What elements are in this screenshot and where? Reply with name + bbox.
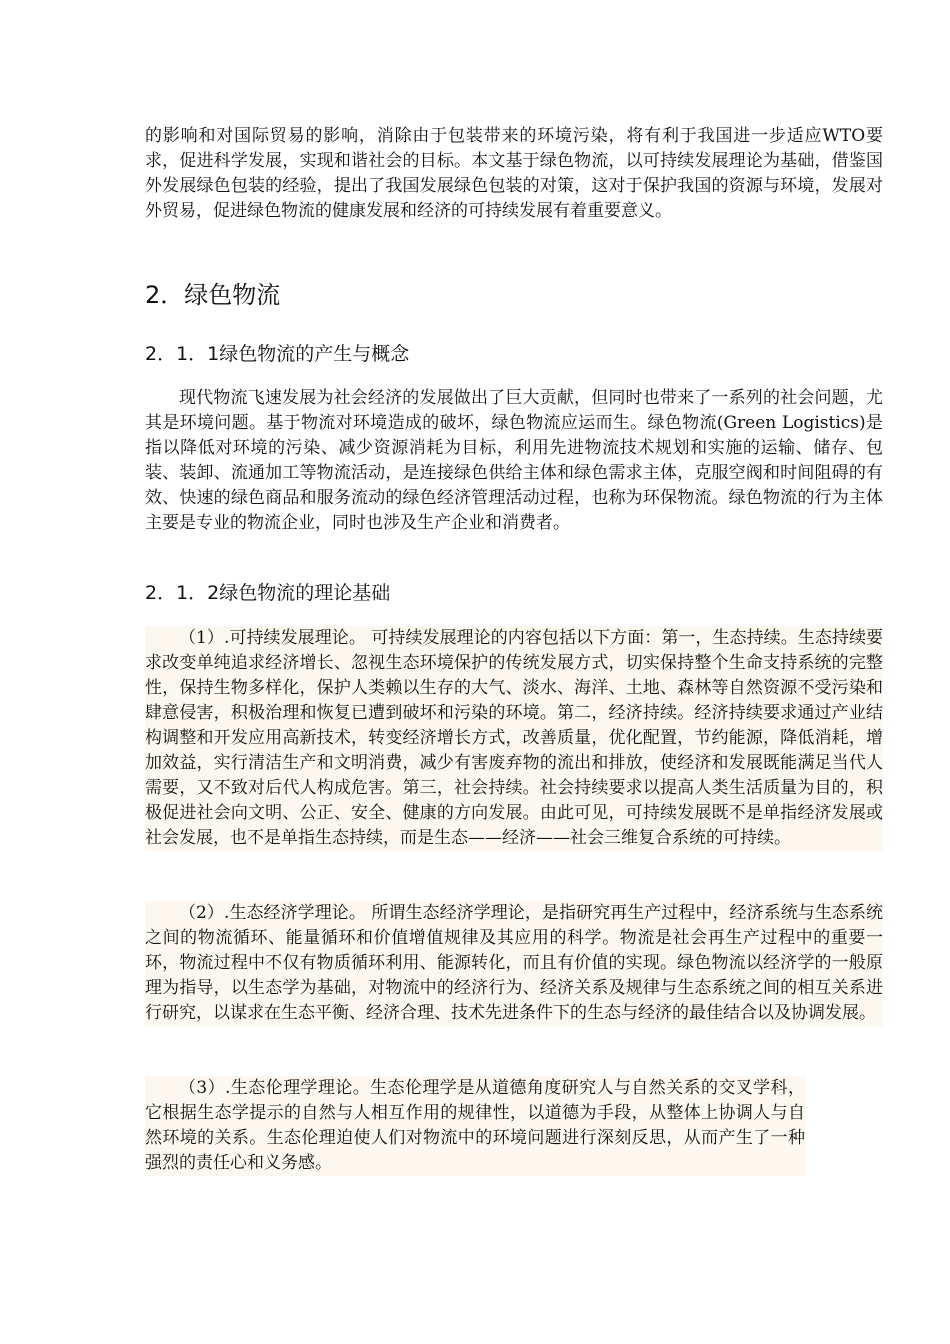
theory-paragraph-sustainable: （1）.可持续发展理论。 可持续发展理论的内容包括以下方面：第一，生态持续。生态持续要求改变单纯追求经济增长、忽视生态环境保护的传统发展方式，切实保持整个生命支持系统的完整性，保持生物多样化，保护人类赖以生存的大气、淡水、海洋、土地、森林等自然资源不受污染和肆意侵害，积极治理和恢复已遭到破坏和污染的环境。第二，经济持续。经济持续要求通过产业结构调整和开发应用高新技术，转变经济增长方式，改善质量，优化配置，节约能源，降低消耗，增加效益，实行清洁生产和文明消费，减少有害废弃物的流出和排放，使经济和发展既能满足当代人需要，又不致对后代人构成危害。第三，社会持续。社会持续要求以提高人类生活质量为目的，积极促进社会向文明、公正、安全、健康的方向发展。由此可见，可持续发展既不是单指经济发展或社会发展，也不是单指生态持续，而是生态——经济——社会三维复合系统的可持续。: [145, 626, 883, 851]
theory-paragraph-eco-economics: （2）.生态经济学理论。 所谓生态经济学理论，是指研究再生产过程中，经济系统与生态系统之间的物流循环、能量循环和价值增值规律及其应用的科学。物流是社会再生产过程中的重要一环，物流过程中不仅有物质循环利用、能源转化，而且有价值的实现。绿色物流以经济学的一般原理为指导，以生态学为基础，对物流中的经济行为、经济关系及规律与生态系统之间的相互关系进行研究，以谋求在生态平衡、经济合理、技术先进条件下的生态与经济的最佳结合以及协调发展。: [145, 901, 883, 1026]
theory-paragraph-eco-ethics: （3）.生态伦理学理论。生态伦理学是从道德角度研究人与自然关系的交叉学科，它根据生态学提示的自然与人相互作用的规律性，以道德为手段，从整体上协调人与自然环境的关系。生态伦理迫使人们对物流中的环境问题进行深刻反思，从而产生了一种强烈的责任心和义务感。: [145, 1076, 805, 1176]
intro-paragraph: 的影响和对国际贸易的影响，消除由于包装带来的环境污染，将有利于我国进一步适应WTO要求，促进科学发展，实现和谐社会的目标。本文基于绿色物流，以可持续发展理论为基础，借鉴国外发展绿色包装的经验，提出了我国发展绿色包装的对策，这对于保护我国的资源与环境，发展对外贸易，促进绿色物流的健康发展和经济的可持续发展有着重要意义。: [145, 126, 883, 221]
concept-paragraph: 现代物流飞速发展为社会经济的发展做出了巨大贡献，但同时也带来了一系列的社会问题，尤其是环境问题。基于物流对环境造成的破坏，绿色物流应运而生。绿色物流(Green Logistics)是指以降低对环境的污染、减少资源消耗为目标，利用先进物流技术规划和实施的运输、储存、包装、装卸、流通加工等物流活动，是连接绿色供给主体和绿色需求主体，克服空阀和时间阻碍的有效、快速的绿色商品和服务流动的绿色经济管理活动过程，也称为环保物流。绿色物流的行为主体主要是专业的物流企业，同时也涉及生产企业和消费者。: [145, 388, 883, 533]
subsection-heading-theory: 2．1．2绿色物流的理论基础: [145, 582, 391, 604]
section-heading: 2．绿色物流: [145, 281, 281, 309]
subsection-heading-concept: 2．1．1绿色物流的产生与概念: [145, 343, 410, 365]
